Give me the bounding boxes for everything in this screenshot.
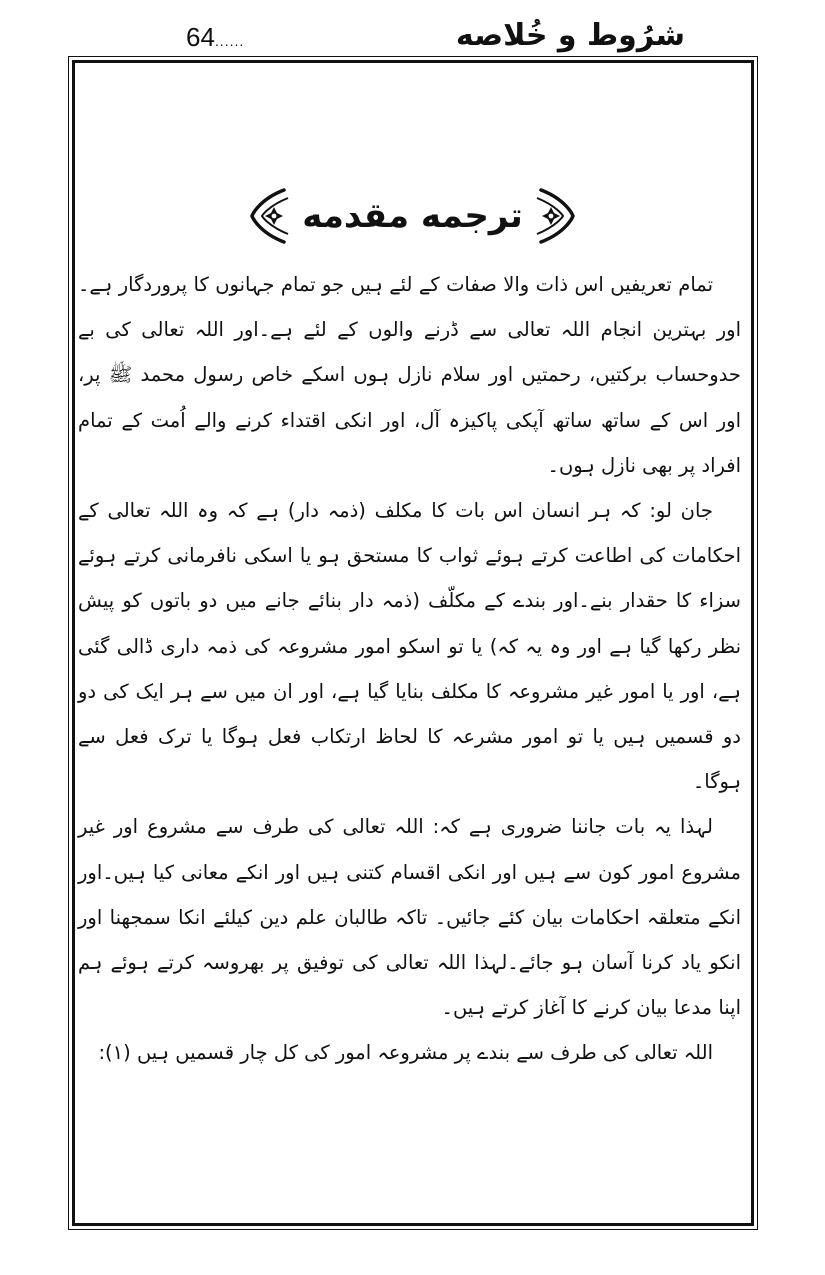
running-title: شرُوط و خُلاصه (455, 18, 685, 53)
paragraph-praise: تمام تعریفیں اس ذات والا صفات کے لئے ہیں جو تمام جہانوں کا پروردگار ہے۔اور بہترین انجام اللہ تعالی سے ڈرنے والوں کے لئے ہے۔اور اللہ تعالی کی بے حدوحساب برکتیں، رحمتیں اور سلام نازل ہوں اسکے خاص رسول محمد ﷺ پر، اور اس کے ساتھ ساتھ آپکی پاکیزہ آل، اور انکی اقتداء کرنے والے اُمت کے تمام افراد پر بھی نازل ہوں۔ (78, 273, 741, 477)
ornament-left-icon (244, 186, 292, 246)
section-heading (0, 186, 825, 246)
page-title: ترجمه مقدمه (302, 196, 523, 236)
paragraph-responsibility: جان لو: کہ ہر انسان اس بات کا مکلف (ذمہ دار) ہے کہ وہ اللہ تعالی کے احکامات کی اطاعت کرتے ہوئے ثواب کا مستحق ہو یا اسکی نافرمانی کرتے ہوئے سزاء کا حقدار بنے۔اور بندے کے مکلّف (ذمہ دار بنائے جانے میں دو باتوں کو پیش نظر رکھا گیا ہے اور وہ یہ کہ) یا تو اسکو امور مشروعہ کی ذمہ داری ڈالی گئی ہے، اور یا امور غیر مشروعہ کا مکلف بنایا گیا ہے، اور ان میں سے ہر ایک کی دو دو قسمیں ہیں یا تو امور مشرعہ کا لحاظ ارتکاب فعل ہوگا یا ترک فعل سے ہوگا۔ (78, 499, 741, 794)
body-text (78, 262, 741, 1076)
page-number (186, 22, 244, 53)
paragraph-necessity: لہذا یہ بات جاننا ضروری ہے کہ: اللہ تعالی کی طرف سے مشروع اور غیر مشروع امور کون سے ہیں اور انکی اقسام کتنی ہیں اور انکے معانی کیا ہیں۔اور انکے متعلقہ احکامات بیان کئے جائیں۔ تاکہ طالبان علم دین کیلئے انکا سمجھنا اور انکو یاد کرنا آسان ہو جائے۔لہذا اللہ تعالی کی توفیق پر بھروسہ کرتے ہوئے ہم اپنا مدعا بیان کرنے کا آغاز کرتے ہیں۔ (78, 815, 742, 1020)
ornament-right-icon (533, 186, 581, 246)
page-number-value: 64 (186, 22, 215, 52)
paragraph-four-kinds: اللہ تعالی کی طرف سے بندے پر مشروعہ امور کی کل چار قسمیں ہیں (١): (98, 1041, 713, 1065)
page-number-dots: ...... (214, 33, 245, 49)
